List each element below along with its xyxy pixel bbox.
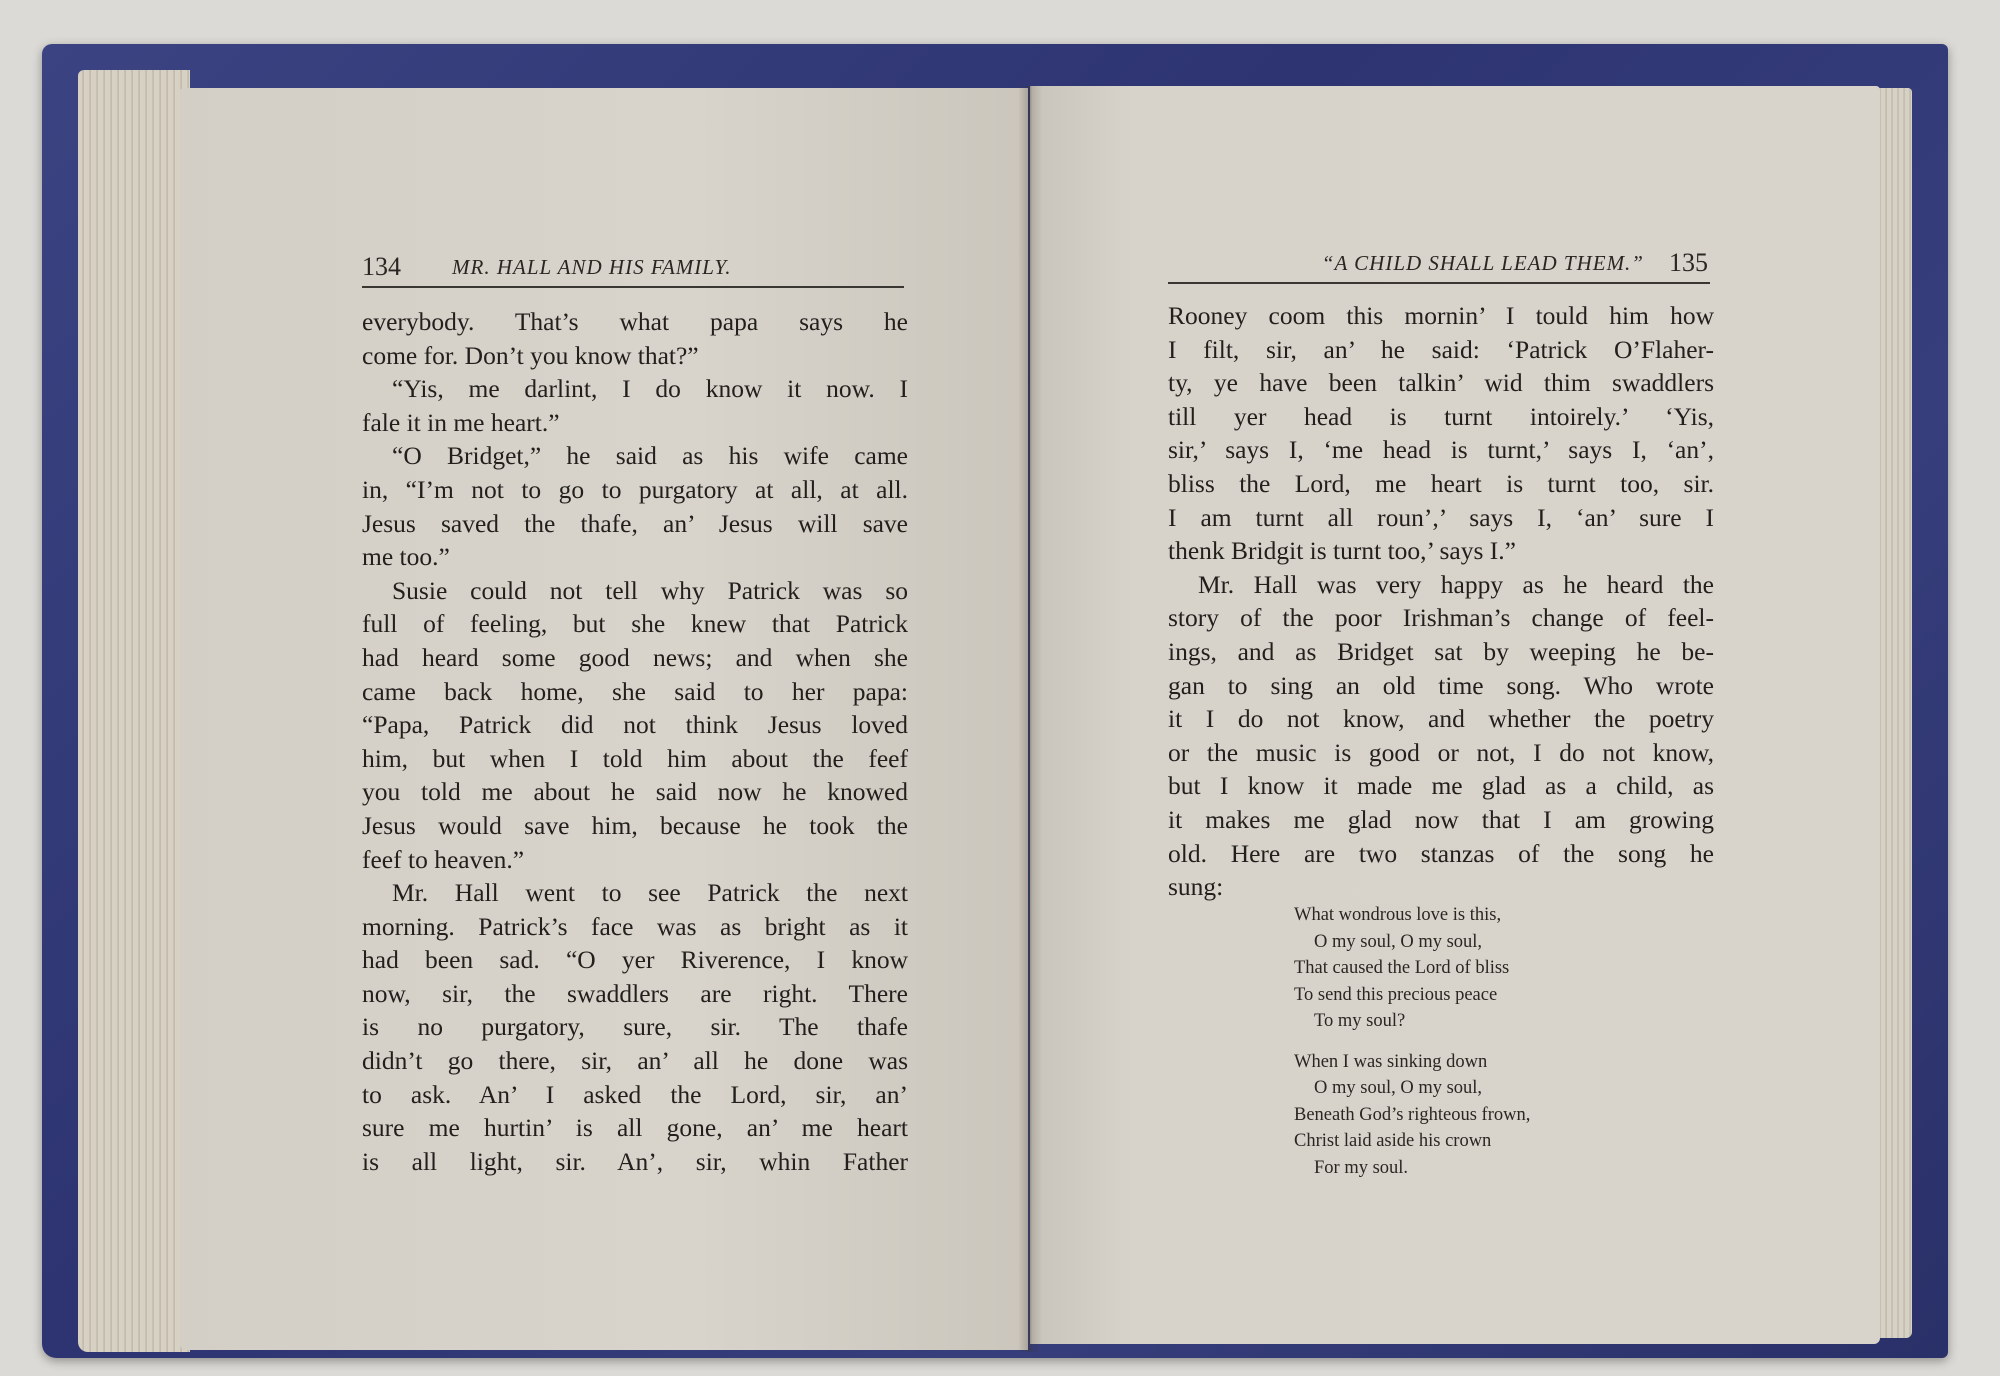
text-line: Jesus saved the thafe, an’ Jesus will save (362, 508, 908, 538)
left-page-number: 134 (362, 252, 401, 281)
text-line: Mr. Hall was very happy as he heard the (1198, 569, 1714, 599)
poem-line: To my soul? (1314, 1011, 1406, 1031)
book-gutter (1018, 86, 1042, 1352)
text-line: Mr. Hall went to see Patrick the next (392, 878, 908, 908)
stanza-gap (1294, 1035, 1634, 1049)
page-edges-left (78, 70, 190, 1352)
text-line: to ask. An’ I asked the Lord, sir, an’ (362, 1079, 908, 1109)
text-line: had heard some good news; and when she (362, 642, 908, 672)
text-line: in, “I’m not to go to purgatory at all, at all. (362, 474, 908, 504)
poem-line: Beneath God’s righteous frown, (1294, 1104, 1531, 1125)
poem-line: O my soul, O my soul, (1314, 1078, 1483, 1098)
text-line: him, but when I told him about the feef (362, 743, 908, 773)
poem-line: To send this precious peace (1294, 984, 1498, 1005)
text-line: full of feeling, but she knew that Patrick (362, 609, 908, 639)
text-line: sir,’ says I, ‘me head is turnt,’ says I, ‘an’, (1168, 435, 1714, 465)
text-line: I filt, sir, an’ he said: ‘Patrick O’Flaher- (1168, 334, 1714, 364)
text-line: or the music is good or not, I do not know, (1168, 737, 1714, 767)
text-line: ty, ye have been talkin’ wid thim swaddlers (1168, 368, 1714, 398)
text-line: Rooney coom this mornin’ I tould him how (1168, 301, 1714, 330)
text-line: you told me about he said now he knowed (362, 777, 908, 807)
poem-line: For my soul. (1314, 1157, 1409, 1178)
text-line: but I know it made me glad as a child, as (1168, 771, 1714, 801)
right-page-number: 135 (1669, 248, 1708, 277)
text-line: ings, and as Bridget sat by weeping he be- (1168, 636, 1714, 666)
text-line: came back home, she said to her papa: (362, 676, 908, 706)
text-line: is all light, sir. An’, sir, whin Father (362, 1146, 908, 1176)
text-line: “O Bridget,” he said as his wife came (392, 441, 908, 471)
text-line: Jesus would save him, because he took the (362, 810, 908, 840)
text-line: bliss the Lord, me heart is turnt too, sir. (1168, 468, 1714, 498)
right-page-header (1168, 248, 1710, 284)
left-page-header (362, 252, 904, 288)
right-running-title: “A CHILD SHALL LEAD THEM.” (1321, 251, 1644, 275)
left-page-text (362, 305, 908, 1178)
poem-line: What wondrous love is this, (1294, 905, 1502, 925)
text-line: sure me hurtin’ is all gone, an’ me heart (362, 1113, 908, 1143)
hymn-verses (1294, 902, 1634, 1181)
text-line: Susie could not tell why Patrick was so (392, 575, 908, 605)
text-line: didn’t go there, sir, an’ all he done was (362, 1046, 908, 1076)
text-line: gan to sing an old time song. Who wrote (1168, 670, 1714, 700)
text-line: old. Here are two stanzas of the song he (1168, 838, 1714, 868)
poem-line: O my soul, O my soul, (1314, 931, 1483, 952)
text-line: everybody. That’s what papa says he (362, 307, 908, 336)
text-line: come for. Don’t you know that?” (362, 340, 699, 370)
text-line: it I do not know, and whether the poetry (1168, 704, 1714, 734)
poem-line: When I was sinking down (1294, 1051, 1488, 1072)
poem-line: Christ laid aside his crown (1294, 1131, 1492, 1151)
text-line: me too.” (362, 542, 450, 572)
text-line: feef to heaven.” (362, 844, 525, 874)
text-line: had been sad. “O yer Riverence, I know (362, 945, 908, 975)
right-page-text (1168, 299, 1714, 904)
text-line: story of the poor Irishman’s change of feel- (1168, 603, 1714, 633)
text-line: morning. Patrick’s face was as bright as it (362, 911, 908, 941)
text-line: now, sir, the swaddlers are right. There (362, 978, 908, 1008)
left-running-title: MR. HALL AND HIS FAMILY. (452, 255, 732, 279)
text-line: fale it in me heart.” (362, 407, 560, 437)
text-line: it makes me glad now that I am growing (1168, 804, 1714, 834)
text-line: till yer head is turnt intoirely.’ ‘Yis, (1168, 401, 1714, 431)
text-line: I am turnt all roun’,’ says I, ‘an’ sure I (1168, 502, 1714, 532)
text-line: “Yis, me darlint, I do know it now. I (392, 374, 908, 404)
text-line: thenk Bridgit is turnt too,’ says I.” (1168, 536, 1516, 566)
text-line: is no purgatory, sure, sir. The thafe (362, 1012, 908, 1042)
poem-line: That caused the Lord of bliss (1294, 958, 1510, 978)
text-line: “Papa, Patrick did not think Jesus loved (362, 710, 908, 740)
text-line: sung: (1168, 872, 1224, 902)
